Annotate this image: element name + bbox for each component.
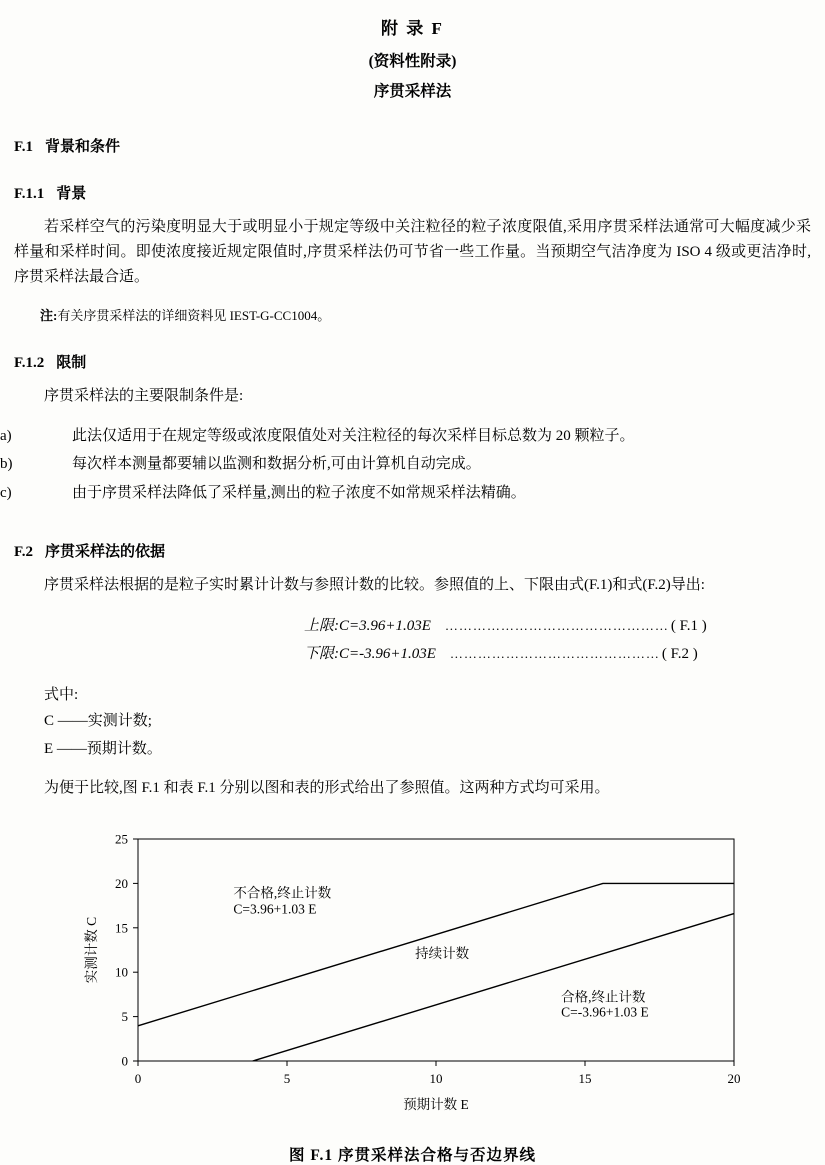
section-title: 限制 — [56, 355, 87, 372]
list-marker: b) — [0, 456, 13, 473]
section-title: 背景 — [56, 186, 87, 202]
section-heading-f12 — [14, 351, 811, 372]
y-axis-tick-label: 15 — [115, 919, 128, 935]
x-axis-tick-label: 15 — [578, 1070, 592, 1086]
section-number: F.1 — [14, 139, 34, 155]
y-axis-tick-label: 5 — [121, 1008, 128, 1024]
y-axis-tick-label: 0 — [121, 1053, 128, 1069]
x-axis-tick-label: 20 — [727, 1070, 741, 1086]
formula-upper: 上限:C=3.96+1.03E — [304, 618, 431, 634]
definition-c: C ——实测计数; — [44, 713, 152, 729]
section-heading-f2 — [14, 540, 811, 561]
section-number: F.1.2 — [14, 355, 45, 372]
formula-upper-number: ( F.1 ) — [670, 618, 707, 634]
leader-dots: ……………………………………… — [449, 645, 660, 661]
appendix-type: (资料性附录) — [368, 53, 457, 70]
chart-annotation-1: 不合格,终止计数 — [233, 885, 332, 901]
section-title: 背景和条件 — [45, 139, 121, 155]
section-heading-f11 — [14, 182, 811, 203]
y-axis-tick-label: 10 — [115, 964, 128, 980]
chart-annotation-4: 合格,终止计数 — [561, 989, 646, 1005]
limit-list — [0, 424, 811, 506]
page-content — [0, 10, 811, 1165]
sequential-sampling-chart — [14, 827, 811, 1117]
paragraph-basis: 序贯采样法根据的是粒子实时累计计数与参照计数的比较。参照值的上、下限由式(F.1)和式(F.2)导出: — [44, 576, 705, 593]
list-item — [0, 452, 811, 477]
paragraph-compare: 为便于比较,图 F.1 和表 F.1 分别以图和表的形式给出了参照值。这两种方式均可采用。 — [44, 779, 610, 796]
formula-row-upper — [14, 613, 811, 641]
y-axis-title: 实测计数 C — [84, 916, 99, 983]
leader-dots: ………………………………………… — [444, 618, 669, 633]
formula-block — [14, 613, 811, 669]
list-marker: a) — [0, 428, 12, 445]
chart-series-line-2 — [253, 913, 734, 1060]
chart-annotation-2: C=3.96+1.03 E — [233, 901, 317, 917]
section-number: F.1.1 — [14, 186, 45, 202]
x-axis-tick-label: 0 — [134, 1070, 142, 1086]
paragraph-background: 若采样空气的污染度明显大于或明显小于规定等级中关注粒径的粒子浓度限值,采用序贯采样法通常可大幅度减少采样量和采样时间。即使浓度接近规定限值时,序贯采样法仍可节省一些工作量。当预期空气洁净度为 ISO 4 级或更洁净时,序贯采样法最合适。 — [14, 219, 811, 286]
list-item-text: 由于序贯采样法降低了采样量,测出的粒子浓度不如常规采样法精确。 — [72, 484, 526, 501]
paragraph-limit-intro: 序贯采样法的主要限制条件是: — [44, 388, 244, 405]
x-axis-title: 预期计数 E — [403, 1096, 469, 1112]
formula-row-lower — [14, 641, 811, 669]
appendix-label: 附 录 F — [381, 19, 444, 38]
note-text: 有关序贯采样法的详细资料见 IEST-G-CC1004。 — [57, 307, 331, 323]
list-item-text: 此法仅适用于在规定等级或浓度限值处对关注粒径的每次采样目标总数为 20 颗粒子。 — [72, 428, 635, 445]
appendix-title-block — [14, 14, 811, 101]
list-item — [0, 481, 811, 506]
where-label: 式中: — [44, 686, 79, 703]
note-label: 注: — [40, 307, 58, 323]
section-heading-f1 — [14, 135, 811, 156]
formula-lower: 下限:C=-3.96+1.03E — [304, 645, 436, 662]
x-axis-tick-label: 5 — [283, 1070, 291, 1086]
formula-lower-number: ( F.2 ) — [661, 645, 698, 662]
chart-annotation-5: C=-3.96+1.03 E — [561, 1004, 649, 1020]
note-block — [14, 306, 811, 326]
y-axis-tick-label: 20 — [115, 875, 128, 891]
chart-annotation-3: 持续计数 — [415, 945, 470, 961]
section-number: F.2 — [14, 543, 34, 560]
list-item — [0, 424, 811, 449]
figure-caption: 图 F.1 序贯采样法合格与否边界线 — [289, 1146, 536, 1164]
definition-e: E ——预期计数。 — [44, 740, 162, 757]
list-marker: c) — [0, 484, 12, 501]
section-title: 序贯采样法的依据 — [45, 543, 166, 560]
figure-f1 — [14, 827, 811, 1117]
appendix-name: 序贯采样法 — [373, 83, 452, 100]
y-axis-tick-label: 25 — [115, 831, 128, 847]
list-item-text: 每次样本测量都要辅以监测和数据分析,可由计算机自动完成。 — [72, 456, 481, 473]
x-axis-tick-label: 10 — [429, 1070, 443, 1086]
